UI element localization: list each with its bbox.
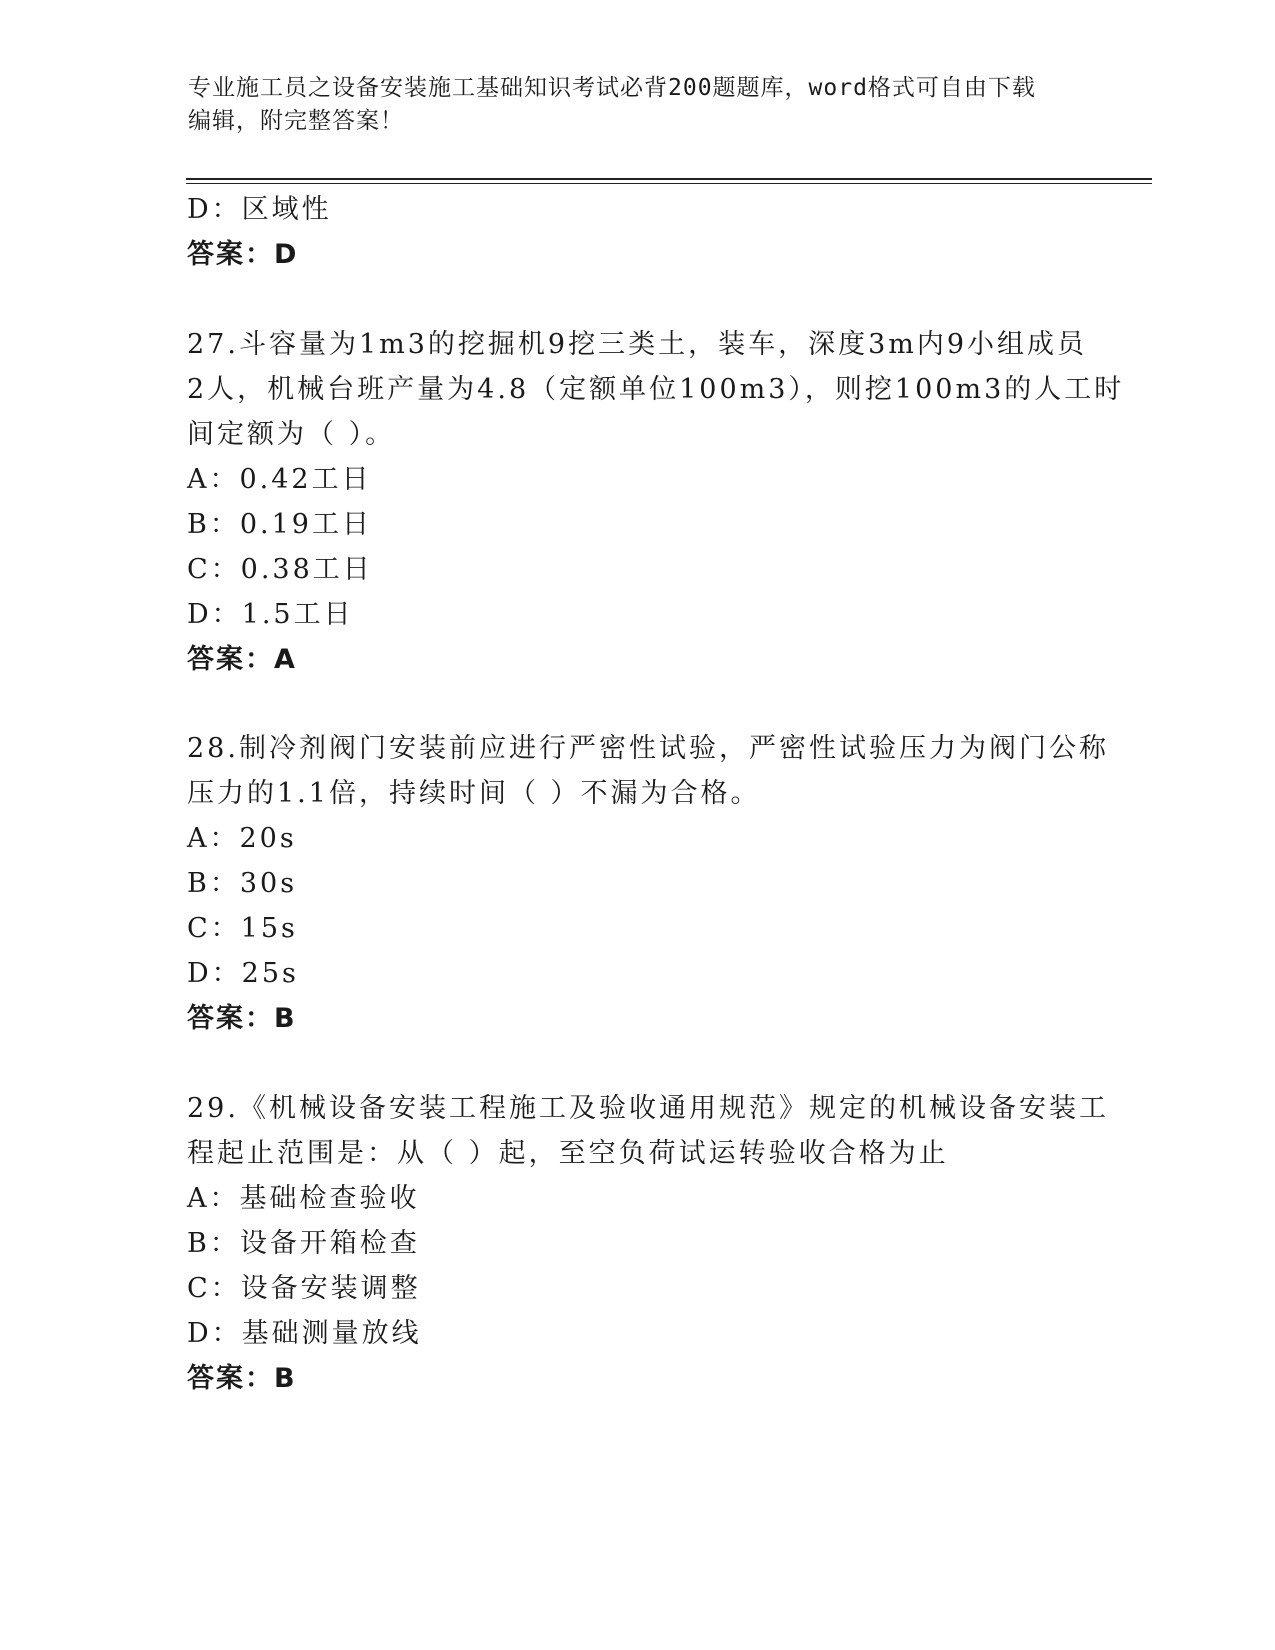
option-d: D：基础测量放线 (187, 1318, 422, 1349)
prev-answer: 答案：D (187, 239, 299, 270)
option-d: D：25s (187, 958, 299, 989)
option-c: C：设备安装调整 (187, 1273, 421, 1304)
option-a: A：20s (187, 823, 297, 854)
option-c: C：15s (187, 913, 298, 944)
option-b: B：30s (187, 868, 298, 899)
question-text-line: 2人，机械台班产量为4.8（定额单位100m3），则挖100m3的人工时 (187, 374, 1125, 405)
question-text-line: 27.斗容量为1m3的挖掘机9挖三类土，装车，深度3m内9小组成员 (187, 329, 1088, 360)
question-text-line: 29.《机械设备安装工程施工及验收通用规范》规定的机械设备安装工 (187, 1093, 1109, 1124)
question-text-line: 压力的1.1倍，持续时间（ ）不漏为合格。 (187, 778, 761, 809)
answer: 答案：A (187, 644, 297, 675)
question-text-line: 程起止范围是：从（ ）起，至空负荷试运转验收合格为止 (187, 1138, 949, 1169)
option-d: D：1.5工日 (187, 599, 354, 630)
answer: 答案：B (187, 1003, 297, 1034)
option-b: B：0.19工日 (187, 509, 372, 540)
option-c: C：0.38工日 (187, 554, 373, 585)
prev-option-d: D：区域性 (187, 194, 332, 225)
option-b: B：设备开箱检查 (187, 1228, 420, 1259)
option-a: A：0.42工日 (187, 464, 372, 495)
question-text-line: 28.制冷剂阀门安装前应进行严密性试验，严密性试验压力为阀门公称 (187, 733, 1109, 764)
header-line-1: 专业施工员之设备安装施工基础知识考试必背200题题库，word格式可自由下载 (188, 75, 1036, 101)
header-divider (186, 178, 1152, 180)
header-divider-thin (186, 183, 1152, 184)
option-a: A：基础检查验收 (187, 1183, 420, 1214)
question-text-line: 间定额为（ ）。 (187, 419, 396, 450)
header-line-2: 编辑，附完整答案！ (188, 108, 404, 134)
document-header (188, 72, 1088, 138)
answer: 答案：B (187, 1363, 297, 1394)
